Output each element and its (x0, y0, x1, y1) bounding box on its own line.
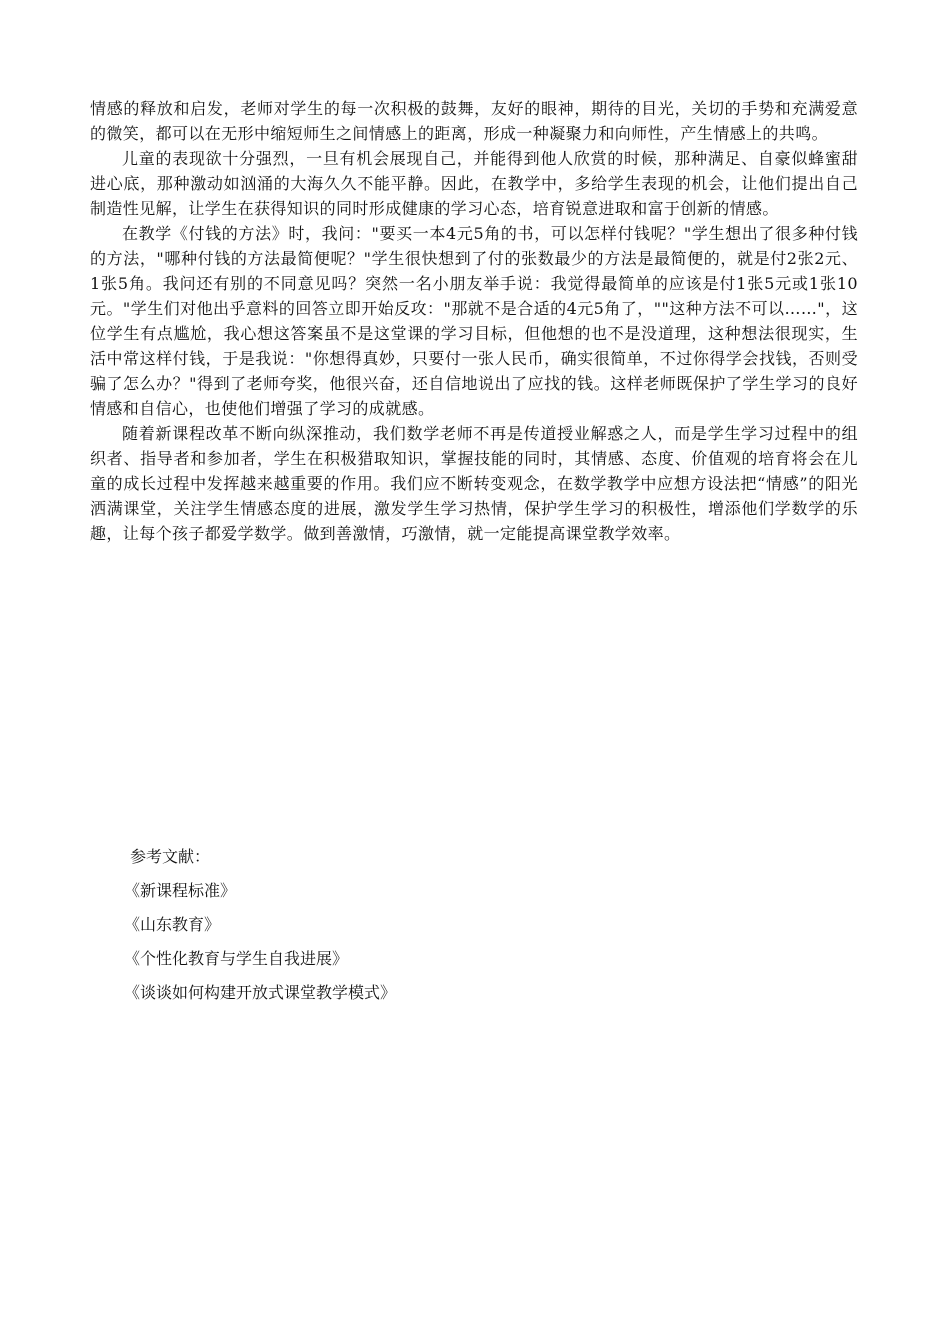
references-list (124, 880, 830, 1004)
reference-item-4: 《谈谈如何构建开放式课堂教学模式》 (124, 983, 397, 1002)
references-section (124, 846, 830, 1016)
paragraph-4: 随着新课程改革不断向纵深推动，我们数学老师不再是传道授业解惑之人，而是学生学习过程中的组织者、指导者和参加者，学生在积极猎取知识，掌握技能的同时，其情感、态度、价值观的培育将会在儿童的成长过程中发挥越来越重要的作用。我们应不断转变观念，在数学教学中应想方设法把“情感”的阳光洒满课堂，关注学生情感态度的进展，激发学生学习热情，保护学生学习的积极性，增添他们学数学的乐趣，让每个孩子都爱学数学。做到善激情，巧激情，就一定能提高课堂教学效率。 (90, 424, 858, 543)
references-heading: 参考文献： (130, 847, 211, 866)
reference-item-1: 《新课程标准》 (124, 881, 237, 900)
reference-item-3: 《个性化教育与学生自我进展》 (124, 949, 349, 968)
paragraph-1: 情感的释放和启发，老师对学生的每一次积极的鼓舞，友好的眼神，期待的目光，关切的手势和充满爱意的微笑，都可以在无形中缩短师生之间情感上的距离，形成一种凝聚力和向师性，产生情感上的共鸣。 (90, 99, 858, 143)
paragraph-3: 在教学《付钱的方法》时，我问："要买一本4元5角的书，可以怎样付钱呢？"学生想出了很多种付钱的方法，"哪种付钱的方法最简便呢？"学生很快想到了付的张数最少的方法是最简便的，就是付2张2元、1张5角。我问还有别的不同意见吗？突然一名小朋友举手说：我觉得最简单的应该是付1张5元或1张10元。"学生们对他出乎意料的回答立即开始反攻："那就不是合适的4元5角了，""这种方法不可以……"，这位学生有点尴尬，我心想这答案虽不是这堂课的学习目标，但他想的也不是没道理，这种想法很现实，生活中常这样付钱，于是我说："你想得真妙，只要付一张人民币，确实很简单，不过你得学会找钱，否则受骗了怎么办？"得到了老师夸奖，他很兴奋，还自信地说出了应找的钱。这样老师既保护了学生学习的良好情感和自信心，也使他们增强了学习的成就感。 (90, 224, 858, 418)
body-text (90, 96, 858, 546)
paragraph-2: 儿童的表现欲十分强烈，一旦有机会展现自己，并能得到他人欣赏的时候，那种满足、自豪似蜂蜜甜进心底，那种激动如汹涌的大海久久不能平静。因此，在教学中，多给学生表现的机会，让他们提出自己制造性见解，让学生在获得知识的同时形成健康的学习心态，培育锐意进取和富于创新的情感。 (90, 149, 858, 218)
reference-item-2: 《山东教育》 (124, 915, 221, 934)
